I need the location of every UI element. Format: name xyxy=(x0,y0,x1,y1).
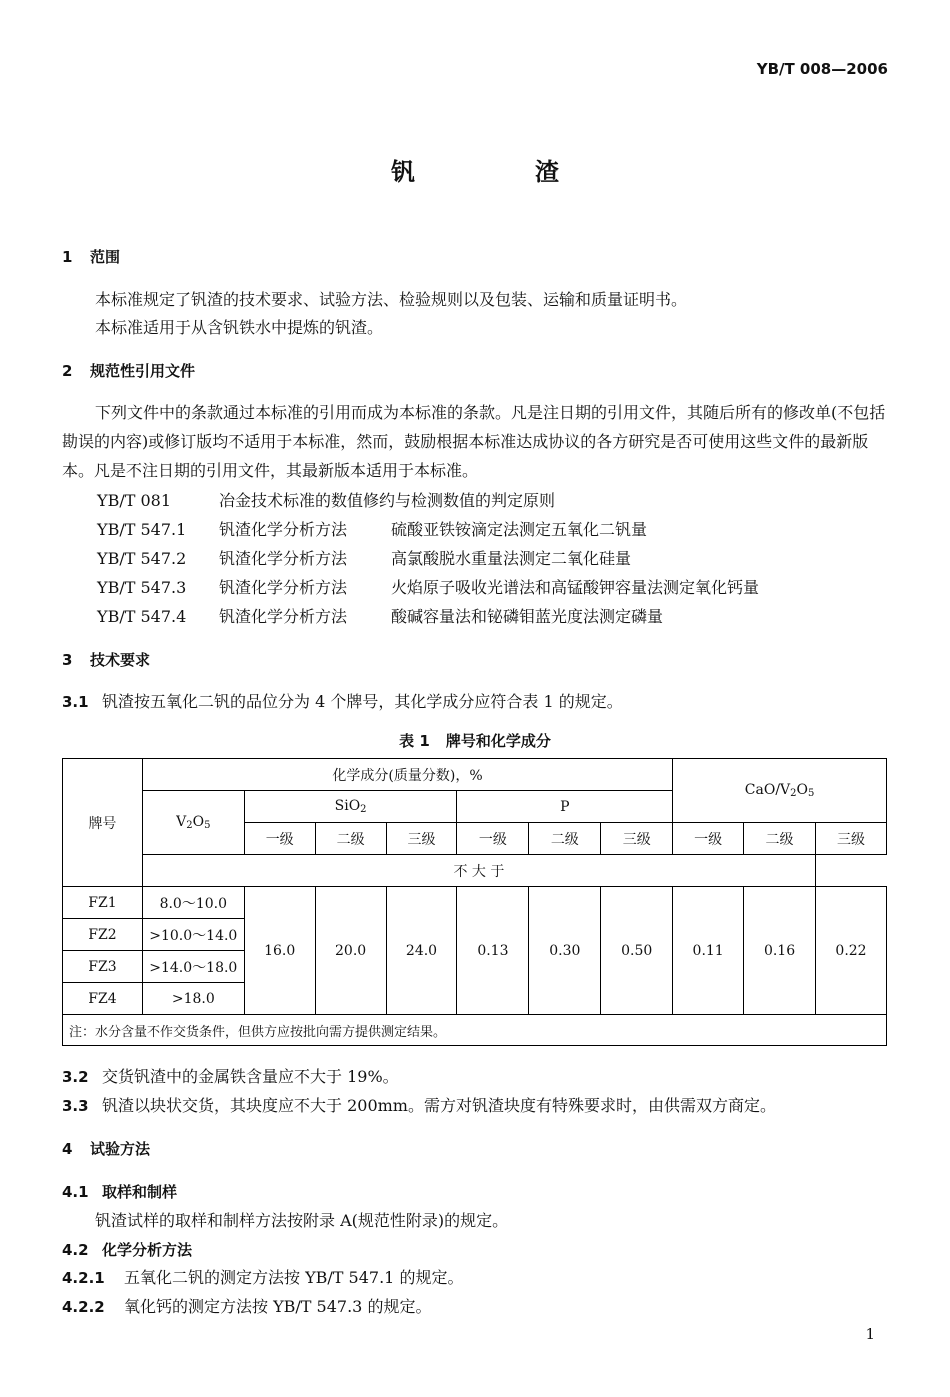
clause-3-2 xyxy=(62,1062,888,1092)
doc-title: 钒 渣 xyxy=(391,158,607,186)
section-2-heading xyxy=(62,360,195,381)
reference-title: 酸碱容量法和铋磷钼蓝光度法测定磷量 xyxy=(391,607,664,626)
formula-part: SiO xyxy=(334,798,361,814)
section-4-heading xyxy=(62,1138,150,1159)
reference-item xyxy=(97,517,647,540)
reference-item xyxy=(97,488,555,511)
reference-item xyxy=(97,575,759,598)
formula-part: V xyxy=(176,814,187,830)
clause-3-1 xyxy=(62,687,888,717)
subsection-number: 4.2 xyxy=(62,1241,89,1259)
standard-code: YB/T 008—2006 xyxy=(756,60,888,78)
level-cell: 一级 xyxy=(244,823,315,855)
clause-number: 3.2 xyxy=(62,1068,89,1086)
level-cell: 三级 xyxy=(386,823,457,855)
level-cell: 二级 xyxy=(315,823,386,855)
reference-title: 冶金技术标准的数值修约与检测数值的判定原则 xyxy=(219,491,556,510)
reference-series: 钒渣化学分析方法 xyxy=(219,578,348,597)
reference-code: YB/T 547.1 xyxy=(97,520,187,539)
header-cao-v2o5 xyxy=(673,759,887,823)
limit-cell: 0.11 xyxy=(673,887,744,1015)
v2o5-range-cell: 8.0～10.0 xyxy=(142,887,244,919)
section-title: 技术要求 xyxy=(90,651,151,669)
section-number: 2 xyxy=(62,362,73,380)
limit-cell: 0.50 xyxy=(601,887,673,1015)
clause-number: 3.1 xyxy=(62,693,89,711)
reference-code: YB/T 081 xyxy=(97,491,172,510)
section-3-heading xyxy=(62,649,150,670)
section-title: 规范性引用文件 xyxy=(90,362,196,380)
formula-subscript: 5 xyxy=(808,788,815,799)
v2o5-range-cell: >18.0 xyxy=(142,983,244,1015)
reference-item xyxy=(97,604,663,627)
section-number: 1 xyxy=(62,248,73,266)
formula-subscript: 2 xyxy=(790,788,797,799)
section-1-heading xyxy=(62,246,120,267)
limit-cell: 0.16 xyxy=(744,887,816,1015)
reference-code: YB/T 547.4 xyxy=(97,607,187,626)
page-number: 1 xyxy=(865,1325,875,1343)
subsection-number: 4.1 xyxy=(62,1183,89,1201)
grade-cell: FZ1 xyxy=(63,887,143,919)
formula-subscript: 2 xyxy=(186,820,193,831)
grade-cell: FZ4 xyxy=(63,983,143,1015)
table-title: 牌号和化学成分 xyxy=(445,732,551,750)
header-chemical-composition: 化学成分(质量分数)，% xyxy=(142,759,672,791)
formula-part: CaO/V xyxy=(744,782,791,798)
grade-composition-table xyxy=(62,758,887,1046)
clause-number: 4.2.1 xyxy=(62,1269,105,1287)
limit-cell: 0.22 xyxy=(815,887,886,1015)
reference-series: 钒渣化学分析方法 xyxy=(219,549,348,568)
v2o5-range-cell: >10.0～14.0 xyxy=(142,919,244,951)
formula-part: O xyxy=(192,814,205,830)
grade-cell: FZ2 xyxy=(63,919,143,951)
formula-part: O xyxy=(796,782,809,798)
reference-title: 硫酸亚铁铵滴定法测定五氧化二钒量 xyxy=(391,520,648,539)
reference-title: 高氯酸脱水重量法测定二氧化硅量 xyxy=(391,549,632,568)
subsection-title: 取样和制样 xyxy=(102,1183,178,1201)
subsection-4-1-heading xyxy=(62,1181,177,1202)
header-v2o5 xyxy=(142,791,244,855)
subsection-4-1-text: 钒渣试样的取样和制样方法按附录 A(规范性附录)的规定。 xyxy=(95,1211,509,1230)
clause-number: 3.3 xyxy=(62,1097,89,1115)
level-cell: 二级 xyxy=(529,823,601,855)
limit-cell: 16.0 xyxy=(244,887,315,1015)
section-title: 试验方法 xyxy=(90,1140,151,1158)
table-caption xyxy=(0,730,950,751)
formula-subscript: 2 xyxy=(360,804,367,815)
section-number: 4 xyxy=(62,1140,73,1158)
subsection-title: 化学分析方法 xyxy=(102,1241,193,1259)
limit-cell: 20.0 xyxy=(315,887,386,1015)
clause-3-3 xyxy=(62,1091,888,1121)
table-number: 表 1 xyxy=(399,732,430,750)
limit-cell: 24.0 xyxy=(386,887,457,1015)
clause-4-2-2 xyxy=(62,1292,888,1322)
reference-code: YB/T 547.3 xyxy=(97,578,187,597)
level-cell: 三级 xyxy=(601,823,673,855)
header-not-more-than: 不 大 于 xyxy=(142,855,815,887)
level-cell: 三级 xyxy=(815,823,886,855)
table-note: 注：水分含量不作交货条件，但供方应按批向需方提供测定结果。 xyxy=(63,1015,887,1046)
clause-number: 4.2.2 xyxy=(62,1298,105,1316)
level-cell: 一级 xyxy=(673,823,744,855)
section-number: 3 xyxy=(62,651,73,669)
reference-code: YB/T 547.2 xyxy=(97,549,187,568)
header-sio2 xyxy=(244,791,457,823)
level-cell: 一级 xyxy=(457,823,529,855)
header-grade: 牌号 xyxy=(63,759,143,887)
clause-4-2-1 xyxy=(62,1263,888,1293)
v2o5-range-cell: >14.0～18.0 xyxy=(142,951,244,983)
reference-item xyxy=(97,546,631,569)
subsection-4-2-heading xyxy=(62,1239,192,1260)
grade-cell: FZ3 xyxy=(63,951,143,983)
level-cell: 二级 xyxy=(744,823,816,855)
section-1-para-2: 本标准适用于从含钒铁水中提炼的钒渣。 xyxy=(95,318,384,337)
formula-subscript: 5 xyxy=(204,820,211,831)
section-title: 范围 xyxy=(90,248,121,266)
reference-series: 钒渣化学分析方法 xyxy=(219,607,348,626)
reference-title: 火焰原子吸收光谱法和高锰酸钾容量法测定氧化钙量 xyxy=(391,578,760,597)
clause-text: 交货钒渣中的金属铁含量应不大于 19%。 xyxy=(102,1067,399,1086)
clause-text: 氧化钙的测定方法按 YB/T 547.3 的规定。 xyxy=(124,1297,432,1316)
reference-series: 钒渣化学分析方法 xyxy=(219,520,348,539)
clause-text: 钒渣按五氧化二钒的品位分为 4 个牌号，其化学成分应符合表 1 的规定。 xyxy=(102,692,623,711)
clause-text: 五氧化二钒的测定方法按 YB/T 547.1 的规定。 xyxy=(124,1268,464,1287)
limit-cell: 0.13 xyxy=(457,887,529,1015)
clause-text: 钒渣以块状交货，其块度应不大于 200mm。需方对钒渣块度有特殊要求时，由供需双方商定。 xyxy=(102,1096,776,1115)
header-p: P xyxy=(457,791,673,823)
section-2-para: 下列文件中的条款通过本标准的引用而成为本标准的条款。凡是注日期的引用文件，其随后所有的修改单(不包括勘误的内容)或修订版均不适用于本标准，然而，鼓励根据本标准达成协议的各方研究是否可使用这些文件的最新版本。凡是不注日期的引用文件，其最新版本适用于本标准。 xyxy=(62,403,886,480)
limit-cell: 0.30 xyxy=(529,887,601,1015)
section-1-para-1: 本标准规定了钒渣的技术要求、试验方法、检验规则以及包装、运输和质量证明书。 xyxy=(95,290,688,309)
